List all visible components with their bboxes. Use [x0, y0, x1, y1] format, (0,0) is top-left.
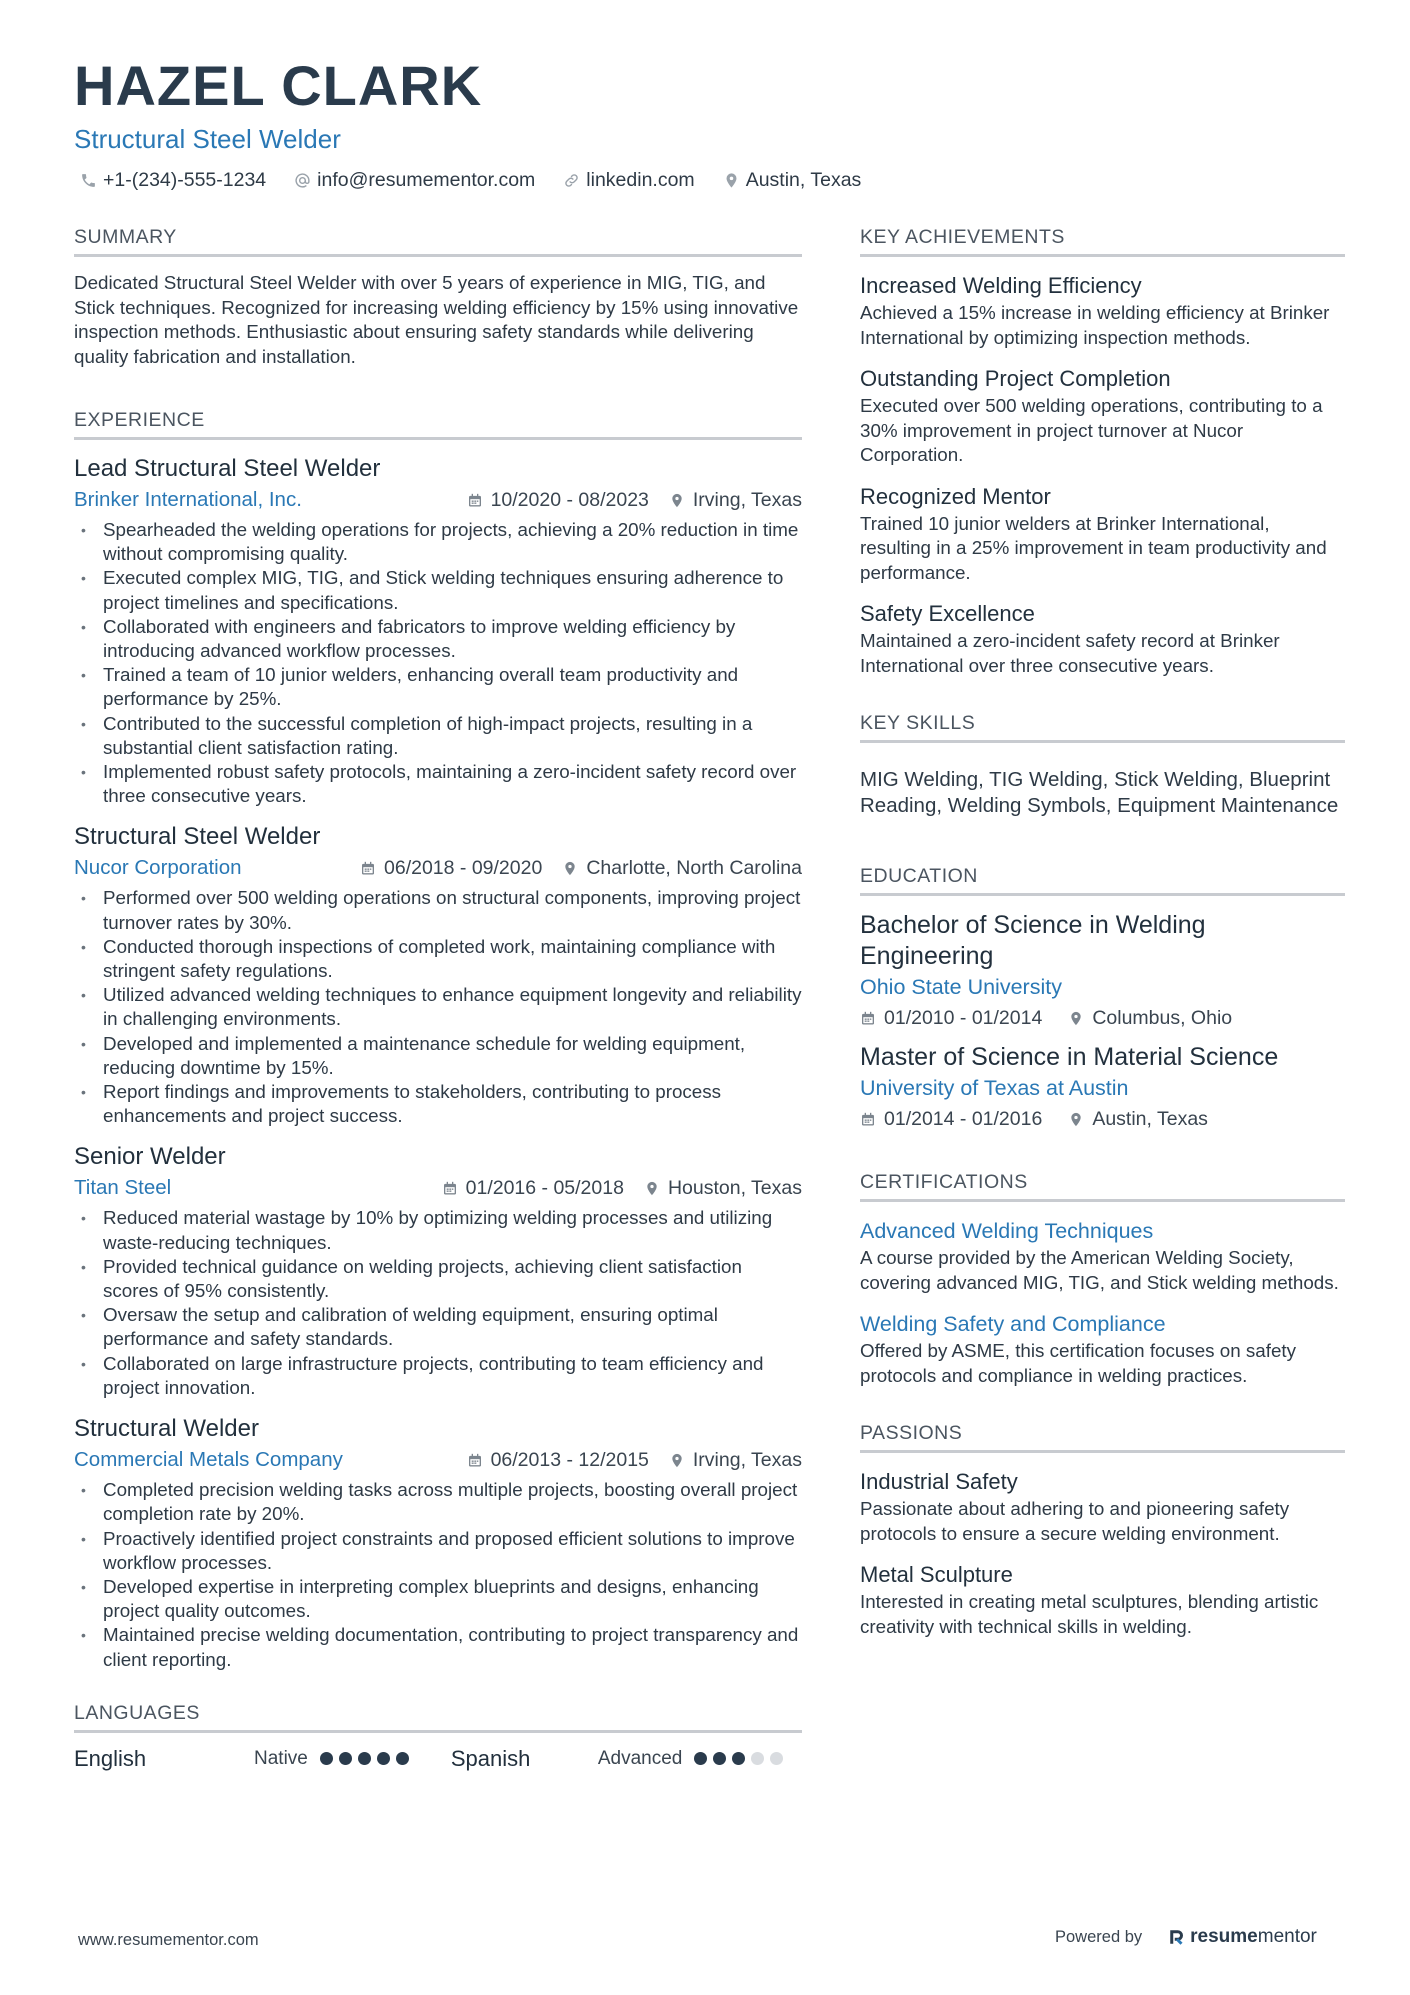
- job-bullet: • Contributed to the successful completion of high-impact projects, resulting in a substantial client satisfaction rating.: [74, 712, 802, 760]
- rating-dot: [396, 1752, 409, 1765]
- job-bullet: • Spearheaded the welding operations for projects, achieving a 20% reduction in time without compromising quality.: [74, 518, 802, 566]
- location-text: Austin, Texas: [745, 169, 862, 191]
- job-dates: [360, 857, 542, 880]
- certifications-list: [860, 1216, 1345, 1388]
- job-entry: [74, 454, 802, 808]
- link-icon: [563, 172, 580, 189]
- education-meta: [860, 1002, 1345, 1034]
- job-location: [644, 1177, 802, 1200]
- job-title: Lead Structural Steel Welder: [74, 455, 381, 482]
- contact-email[interactable]: [294, 169, 535, 192]
- education-dates: [860, 1108, 1042, 1131]
- education-location: [1068, 1108, 1208, 1131]
- language-name: English: [74, 1745, 147, 1771]
- job-location-text: Charlotte, North Carolina: [586, 856, 802, 879]
- education-item: [860, 910, 1345, 1034]
- candidate-title: Structural Steel Welder: [74, 124, 341, 154]
- language-level: Advanced: [597, 1747, 683, 1769]
- education-heading: EDUCATION: [860, 865, 1345, 896]
- brand-mark-icon: [1168, 1928, 1186, 1946]
- passion-title: Industrial Safety: [860, 1469, 1018, 1494]
- calendar-icon: [467, 492, 483, 509]
- achievement-title: Outstanding Project Completion: [860, 366, 1171, 391]
- passions-heading: PASSIONS: [860, 1422, 1345, 1453]
- achievement-title: Recognized Mentor: [860, 483, 1051, 509]
- company-name: Titan Steel: [74, 1176, 172, 1200]
- job-bullet: • Maintained precise welding documentation, contributing to project transparency and client reporting.: [74, 1623, 802, 1671]
- job-location: [562, 857, 802, 880]
- passion-title: Metal Sculpture: [860, 1562, 1013, 1587]
- degree-title: Bachelor of Science in Welding Engineering: [860, 911, 1206, 970]
- location-pin-icon: [669, 1452, 685, 1469]
- certification-item: [860, 1216, 1345, 1295]
- phone-text: +1-(234)-555-1234: [103, 169, 267, 191]
- degree-title: Master of Science in Material Science: [860, 1043, 1279, 1071]
- footer-branding: [1055, 1926, 1317, 1948]
- job-dates: [467, 489, 649, 512]
- rating-dot: [358, 1752, 371, 1765]
- job-dates: [467, 1449, 649, 1472]
- job-location: [669, 1449, 802, 1472]
- education-location-text: Columbus, Ohio: [1092, 1006, 1233, 1029]
- location-pin-icon: [723, 172, 740, 189]
- phone-icon: [80, 172, 97, 189]
- company-name: Nucor Corporation: [74, 856, 242, 880]
- rating-dot: [377, 1752, 390, 1765]
- brand-bold: resume: [1190, 1926, 1258, 1947]
- rating-dot: [732, 1752, 745, 1765]
- achievement-desc: Maintained a zero-incident safety record at Brinker International over three consecutive years.: [860, 630, 1280, 676]
- languages-row: [74, 1741, 802, 1777]
- job-meta: [74, 852, 802, 884]
- education-location: [1068, 1007, 1232, 1030]
- passion-item: [860, 1467, 1345, 1546]
- job-dates-text: 06/2013 - 12/2015: [490, 1448, 649, 1471]
- achievements-list: [860, 271, 1345, 678]
- job-bullets: [74, 518, 802, 808]
- passions-list: [860, 1467, 1345, 1639]
- calendar-icon: [860, 1010, 876, 1027]
- right-column: [860, 226, 1345, 1639]
- certification-item: [860, 1309, 1345, 1388]
- passion-item: [860, 1560, 1345, 1639]
- job-location-text: Houston, Texas: [667, 1176, 802, 1199]
- contact-bar: [80, 169, 861, 192]
- location-pin-icon: [562, 860, 578, 877]
- job-title: Structural Steel Welder: [74, 823, 321, 851]
- job-dates-text: 01/2016 - 05/2018: [465, 1176, 624, 1199]
- certifications-heading: CERTIFICATIONS: [860, 1171, 1345, 1202]
- rating-dot: [751, 1752, 764, 1765]
- education-meta: [860, 1103, 1345, 1135]
- job-location-text: Irving, Texas: [692, 488, 802, 511]
- job-bullet: • Utilized advanced welding techniques to enhance equipment longevity and reliability in challenging environments.: [74, 983, 802, 1031]
- job-bullet: • Report findings and improvements to stakeholders, contributing to process enhancements and project success.: [74, 1080, 802, 1128]
- experience-heading: EXPERIENCE: [74, 409, 802, 440]
- job-bullet: • Performed over 500 welding operations on structural components, improving project turnover rates by 30%.: [74, 886, 802, 934]
- achievement-title: Safety Excellence: [860, 601, 1035, 626]
- job-bullet: • Developed and implemented a maintenance schedule for welding equipment, reducing downtime by 15%.: [74, 1032, 802, 1080]
- brand-rest: mentor: [1257, 1926, 1317, 1947]
- job-bullet: • Collaborated on large infrastructure projects, contributing to team efficiency and project innovation.: [74, 1352, 802, 1400]
- powered-by-label: Powered by: [1055, 1927, 1143, 1946]
- job-title: Structural Welder: [74, 1415, 259, 1443]
- location-pin-icon: [1068, 1010, 1084, 1027]
- location-pin-icon: [1068, 1111, 1084, 1128]
- education-dates-text: 01/2010 - 01/2014: [884, 1006, 1043, 1029]
- rating-dot: [713, 1752, 726, 1765]
- passion-desc: Interested in creating metal sculptures, blending artistic creativity with technical skills in welding.: [860, 1591, 1319, 1637]
- language-rating: [320, 1752, 409, 1765]
- job-bullet: • Completed precision welding tasks across multiple projects, boosting overall project completion rate by 20%.: [74, 1478, 802, 1526]
- school-name: Ohio State University: [860, 975, 1062, 999]
- certification-title: Welding Safety and Compliance: [860, 1312, 1166, 1336]
- linkedin-text[interactable]: linkedin.com: [586, 169, 695, 191]
- job-bullet: • Collaborated with engineers and fabricators to improve welding efficiency by introducing advanced workflow processes.: [74, 615, 802, 663]
- language-name: Spanish: [450, 1745, 531, 1771]
- summary-heading: SUMMARY: [74, 226, 802, 257]
- certification-desc: A course provided by the American Welding Society, covering advanced MIG, TIG, and Stick welding methods.: [860, 1247, 1339, 1293]
- contact-phone: [80, 169, 266, 192]
- job-bullet: • Implemented robust safety protocols, maintaining a zero-incident safety record over three consecutive years.: [74, 760, 802, 808]
- experience-list: [74, 454, 802, 1672]
- rating-dot: [770, 1752, 783, 1765]
- job-bullet: • Oversaw the setup and calibration of welding equipment, ensuring optimal performance and safety standards.: [74, 1303, 802, 1351]
- language-level: Native: [254, 1747, 308, 1769]
- passion-desc: Passionate about adhering to and pioneering safety protocols to ensure a secure welding environment.: [860, 1498, 1290, 1544]
- company-name: Brinker International, Inc.: [74, 488, 302, 511]
- language-rating: [694, 1752, 783, 1765]
- achievement-title: Increased Welding Efficiency: [860, 273, 1142, 298]
- job-dates-text: 10/2020 - 08/2023: [490, 488, 649, 511]
- job-bullet: • Trained a team of 10 junior welders, enhancing overall team productivity and performance by 25%.: [74, 663, 802, 711]
- achievement-desc: Executed over 500 welding operations, contributing to a 30% improvement in project turnover at Nucor Corporation.: [860, 395, 1323, 465]
- achievement-item: [860, 599, 1345, 678]
- rating-dot: [320, 1752, 333, 1765]
- job-meta: [74, 1444, 802, 1476]
- footer-website[interactable]: www.resumementor.com: [78, 1931, 259, 1949]
- skills-text: MIG Welding, TIG Welding, Stick Welding, Blueprint Reading, Welding Symbols, Equipment Maintenance: [860, 768, 1339, 817]
- calendar-icon: [860, 1111, 876, 1128]
- job-entry: [74, 1414, 802, 1672]
- rating-dot: [694, 1752, 707, 1765]
- job-bullet: • Executed complex MIG, TIG, and Stick welding techniques ensuring adherence to project timelines and specifications.: [74, 566, 802, 614]
- job-entry: [74, 1142, 802, 1400]
- summary-text: Dedicated Structural Steel Welder with over 5 years of experience in MIG, TIG, and Stick techniques. Recognized for increasing welding efficiency by 15% using innovative inspection methods. Enthusiastic about ensuring safety standards while delivering quality fabrication and installation.: [74, 272, 799, 367]
- certification-title: Advanced Welding Techniques: [860, 1219, 1154, 1243]
- contact-location: [723, 169, 862, 192]
- achievement-item: [860, 364, 1345, 468]
- job-dates-text: 06/2018 - 09/2020: [384, 856, 543, 879]
- brand-logo: [1168, 1926, 1317, 1948]
- job-bullet: • Conducted thorough inspections of completed work, maintaining compliance with stringent safety regulations.: [74, 935, 802, 983]
- education-item: [860, 1042, 1345, 1135]
- education-location-text: Austin, Texas: [1092, 1107, 1208, 1130]
- job-title: Senior Welder: [74, 1143, 226, 1171]
- job-entry: [74, 822, 802, 1128]
- job-dates: [442, 1177, 624, 1200]
- job-location-text: Irving, Texas: [692, 1448, 802, 1471]
- education-dates-text: 01/2014 - 01/2016: [884, 1107, 1043, 1130]
- achievement-desc: Trained 10 junior welders at Brinker International, resulting in a 25% improvement in team productivity and performance.: [860, 512, 1327, 583]
- school-name: University of Texas at Austin: [860, 1076, 1129, 1100]
- achievement-desc: Achieved a 15% increase in welding efficiency at Brinker International by optimizing inspection methods.: [860, 302, 1330, 348]
- calendar-icon: [442, 1180, 458, 1197]
- contact-linkedin[interactable]: [563, 169, 694, 192]
- calendar-icon: [467, 1452, 483, 1469]
- at-icon: [294, 172, 311, 189]
- achievements-heading: KEY ACHIEVEMENTS: [860, 226, 1345, 257]
- job-bullet: • Developed expertise in interpreting complex blueprints and designs, enhancing project quality outcomes.: [74, 1575, 802, 1623]
- job-bullets: [74, 1206, 802, 1400]
- calendar-icon: [360, 860, 376, 877]
- left-column: [74, 226, 802, 1777]
- job-bullet: • Proactively identified project constraints and proposed efficient solutions to improve workflow processes.: [74, 1527, 802, 1575]
- languages-heading: LANGUAGES: [74, 1702, 802, 1733]
- job-meta: [74, 484, 802, 516]
- job-bullet: • Reduced material wastage by 10% by optimizing welding processes and utilizing waste-reducing techniques.: [74, 1206, 802, 1254]
- job-bullets: [74, 886, 802, 1128]
- rating-dot: [339, 1752, 352, 1765]
- education-list: [860, 910, 1345, 1135]
- achievement-item: [860, 482, 1345, 586]
- location-pin-icon: [669, 492, 685, 509]
- email-text[interactable]: info@resumementor.com: [317, 169, 536, 191]
- job-bullets: [74, 1478, 802, 1672]
- achievement-item: [860, 271, 1345, 350]
- education-dates: [860, 1007, 1042, 1030]
- job-bullet: • Provided technical guidance on welding projects, achieving client satisfaction scores of 95% consistently.: [74, 1255, 802, 1303]
- certification-desc: Offered by ASME, this certification focuses on safety protocols and compliance in welding practices.: [860, 1340, 1297, 1386]
- candidate-name: HAZEL CLARK: [74, 54, 483, 117]
- job-location: [669, 489, 802, 512]
- location-pin-icon: [644, 1180, 660, 1197]
- job-meta: [74, 1172, 802, 1204]
- company-name: Commercial Metals Company: [74, 1448, 343, 1472]
- skills-heading: KEY SKILLS: [860, 712, 1345, 743]
